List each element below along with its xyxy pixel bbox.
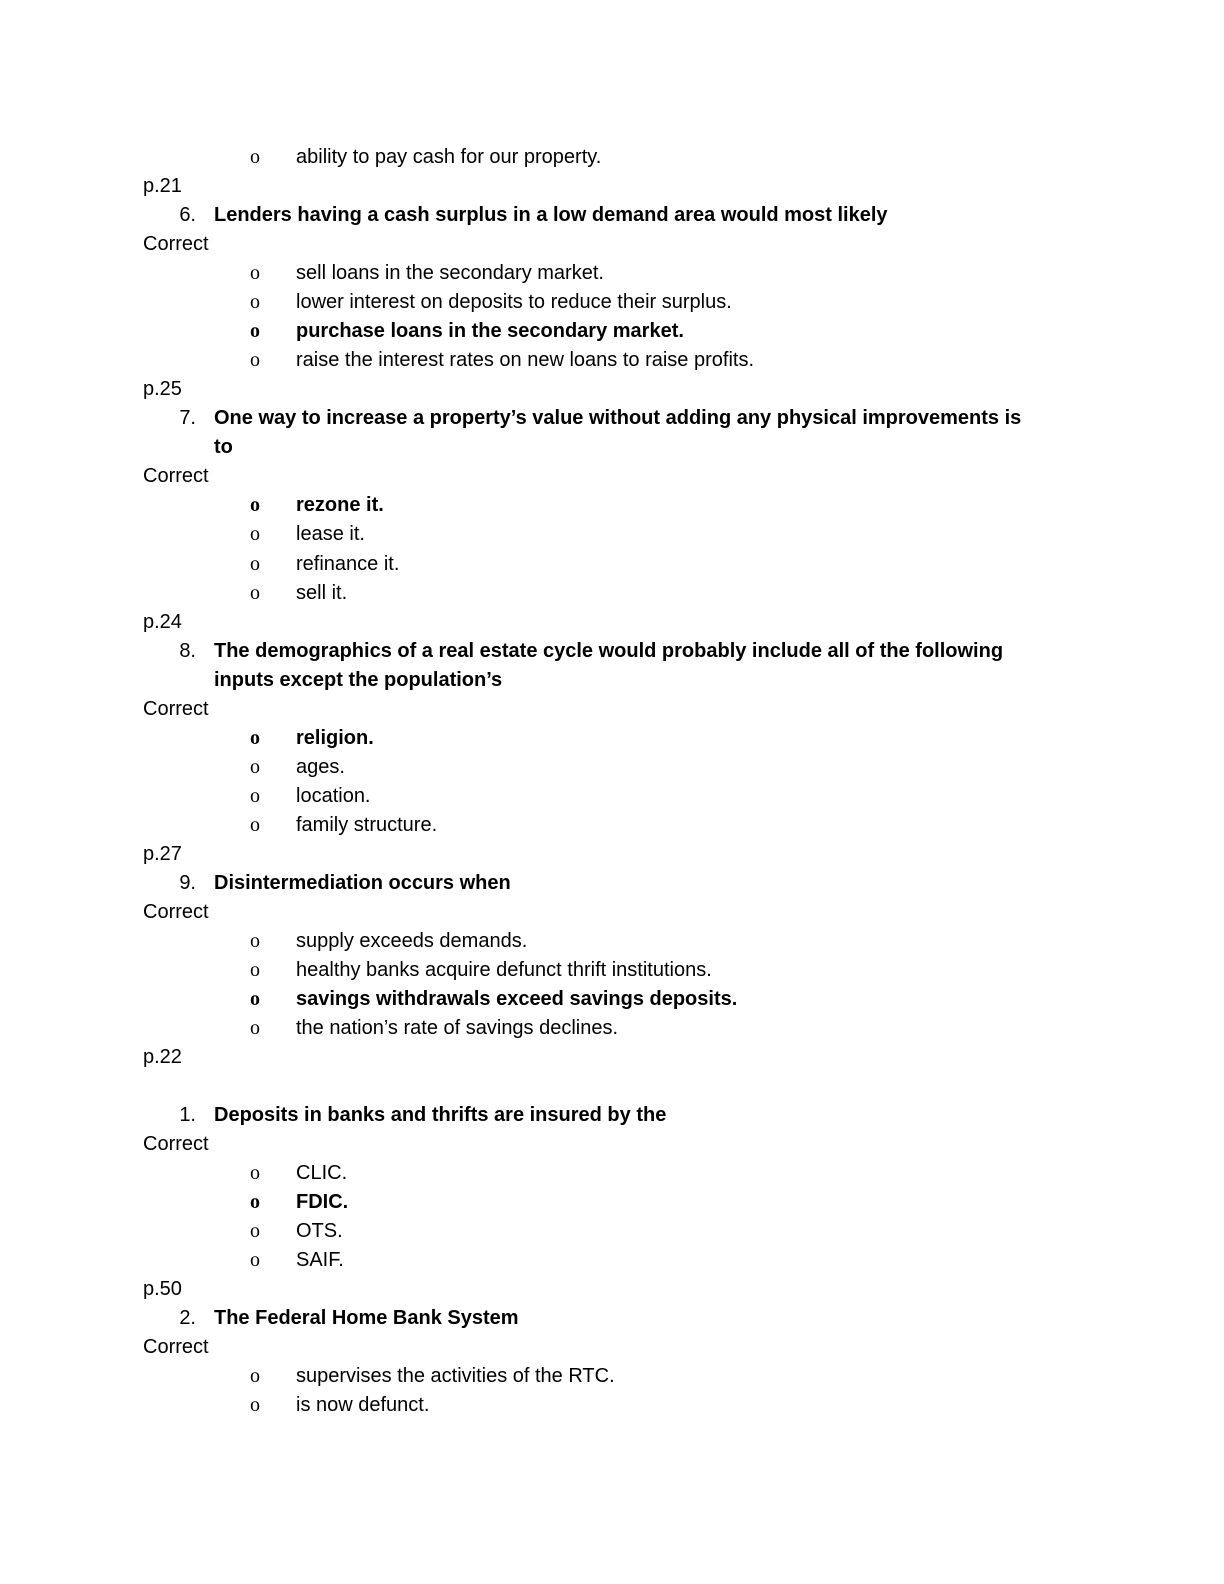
option-text: is now defunct.: [296, 1394, 430, 1416]
bullet-icon: o: [250, 1162, 260, 1184]
question-number: 7.: [179, 407, 196, 429]
option-text: sell loans in the secondary market.: [296, 262, 604, 284]
option-text: refinance it.: [296, 553, 400, 575]
option-text: SAIF.: [296, 1249, 344, 1271]
page-reference: p.24: [143, 611, 182, 633]
bullet-icon: o: [250, 756, 260, 778]
bullet-icon: o: [250, 146, 260, 168]
bullet-icon: o: [250, 582, 260, 604]
bullet-icon: o: [250, 553, 260, 575]
option-text: OTS.: [296, 1220, 343, 1242]
correct-label: Correct: [143, 901, 209, 923]
question-number: 1.: [179, 1104, 196, 1126]
bullet-icon: o: [250, 1394, 260, 1416]
question-number: 6.: [179, 204, 196, 226]
question-number: 8.: [179, 640, 196, 662]
question-text: Disintermediation occurs when: [214, 872, 511, 894]
correct-label: Correct: [143, 465, 209, 487]
option-text: CLIC.: [296, 1162, 348, 1184]
bullet-icon: o: [250, 785, 260, 807]
question-text: The demographics of a real estate cycle would probably include all of the following: [214, 640, 1004, 662]
bullet-icon: o: [250, 523, 260, 545]
question-text: to: [214, 436, 233, 458]
question-text: Deposits in banks and thrifts are insured by the: [214, 1104, 667, 1126]
option-text: healthy banks acquire defunct thrift institutions.: [296, 959, 712, 981]
question-number: 2.: [179, 1307, 196, 1329]
option-text-correct: religion.: [296, 727, 374, 749]
page-reference: p.22: [143, 1046, 182, 1068]
correct-label: Correct: [143, 1133, 209, 1155]
page-reference: p.21: [143, 175, 182, 197]
bullet-icon: o: [250, 262, 260, 284]
bullet-icon: o: [250, 1017, 260, 1039]
option-text: ability to pay cash for our property.: [296, 146, 602, 168]
option-text: lease it.: [296, 523, 365, 545]
bullet-icon: o: [250, 988, 260, 1010]
bullet-icon: o: [250, 1249, 260, 1271]
page-reference: p.25: [143, 378, 182, 400]
option-text: family structure.: [296, 814, 438, 836]
option-text-correct: savings withdrawals exceed savings deposits.: [296, 988, 738, 1010]
option-text: raise the interest rates on new loans to raise profits.: [296, 349, 755, 371]
bullet-icon: o: [250, 814, 260, 836]
correct-label: Correct: [143, 233, 209, 255]
bullet-icon: o: [250, 320, 260, 342]
bullet-icon: o: [250, 349, 260, 371]
option-text: lower interest on deposits to reduce their surplus.: [296, 291, 732, 313]
bullet-icon: o: [250, 727, 260, 749]
option-text: sell it.: [296, 582, 348, 604]
correct-label: Correct: [143, 1336, 209, 1358]
option-text: supervises the activities of the RTC.: [296, 1365, 615, 1387]
option-text: location.: [296, 785, 371, 807]
page-reference: p.50: [143, 1278, 182, 1300]
option-text-correct: rezone it.: [296, 494, 384, 516]
question-text: inputs except the population’s: [214, 669, 503, 691]
question-text: One way to increase a property’s value without adding any physical improvements is: [214, 407, 1022, 429]
bullet-icon: o: [250, 291, 260, 313]
correct-label: Correct: [143, 698, 209, 720]
bullet-icon: o: [250, 1191, 260, 1213]
bullet-icon: o: [250, 494, 260, 516]
bullet-icon: o: [250, 1365, 260, 1387]
question-number: 9.: [179, 872, 196, 894]
option-text: the nation’s rate of savings declines.: [296, 1017, 619, 1039]
question-text: The Federal Home Bank System: [214, 1307, 519, 1329]
option-text: ages.: [296, 756, 345, 778]
option-text-correct: purchase loans in the secondary market.: [296, 320, 684, 342]
bullet-icon: o: [250, 959, 260, 981]
page-reference: p.27: [143, 843, 182, 865]
bullet-icon: o: [250, 1220, 260, 1242]
bullet-icon: o: [250, 930, 260, 952]
option-text: supply exceeds demands.: [296, 930, 528, 952]
option-text-correct: FDIC.: [296, 1191, 349, 1213]
question-text: Lenders having a cash surplus in a low demand area would most likely: [214, 204, 888, 226]
